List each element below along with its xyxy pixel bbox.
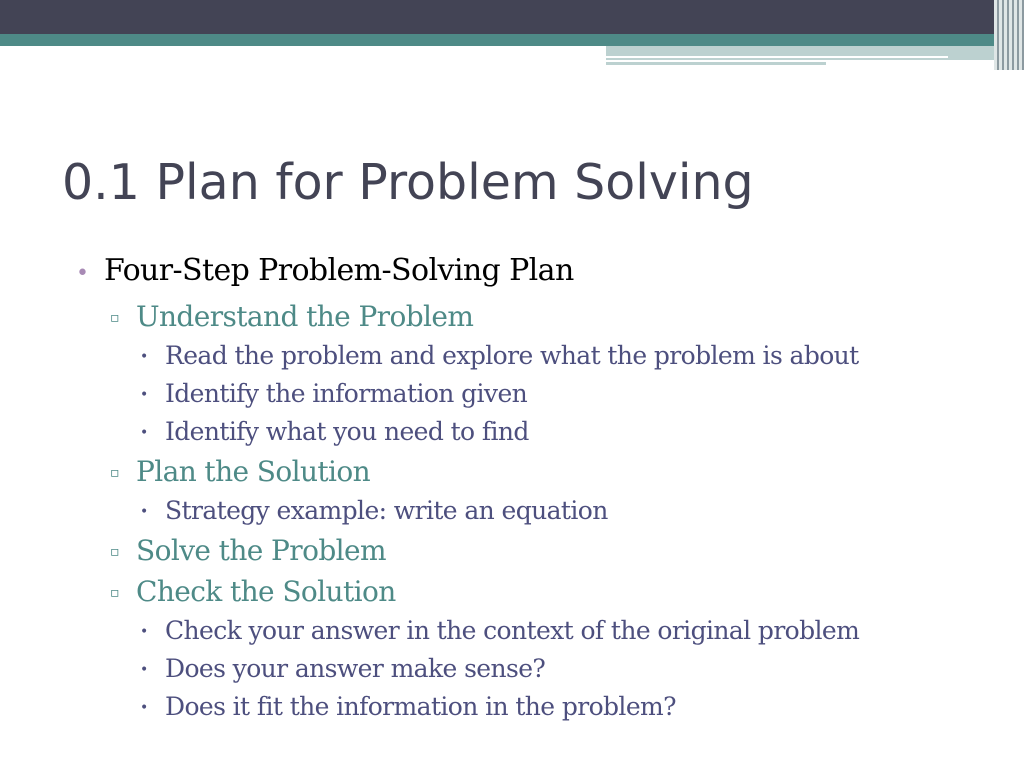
slide-title: 0.1 Plan for Problem Solving (62, 154, 754, 211)
small-dot-icon: • (140, 349, 149, 365)
list-item: • Does it fit the information in the problem? (140, 692, 676, 721)
square-bullet-icon: ▫ (110, 585, 120, 601)
step-plan: ▫ Plan the Solution (110, 455, 371, 488)
list-item: • Strategy example: write an equation (140, 496, 608, 525)
small-dot-icon: • (140, 624, 149, 640)
square-bullet-icon: ▫ (110, 544, 120, 560)
bullet-dot-icon: • (76, 261, 89, 286)
small-dot-icon: • (140, 387, 149, 403)
small-dot-icon: • (140, 425, 149, 441)
square-bullet-icon: ▫ (110, 310, 120, 326)
small-dot-icon: • (140, 504, 149, 520)
small-dot-icon: • (140, 662, 149, 678)
list-item: • Identify the information given (140, 379, 528, 408)
step-solve: ▫ Solve the Problem (110, 534, 386, 567)
small-dot-icon: • (140, 700, 149, 716)
square-bullet-icon: ▫ (110, 465, 120, 481)
step-understand: ▫ Understand the Problem (110, 300, 474, 333)
list-item: • Identify what you need to find (140, 417, 529, 446)
list-item: • Does your answer make sense? (140, 654, 546, 683)
list-item: • Read the problem and explore what the problem is about (140, 341, 859, 370)
list-item: • Check your answer in the context of the original problem (140, 616, 860, 645)
bullet-four-step-plan: • Four-Step Problem-Solving Plan (76, 253, 574, 288)
step-check: ▫ Check the Solution (110, 575, 396, 608)
